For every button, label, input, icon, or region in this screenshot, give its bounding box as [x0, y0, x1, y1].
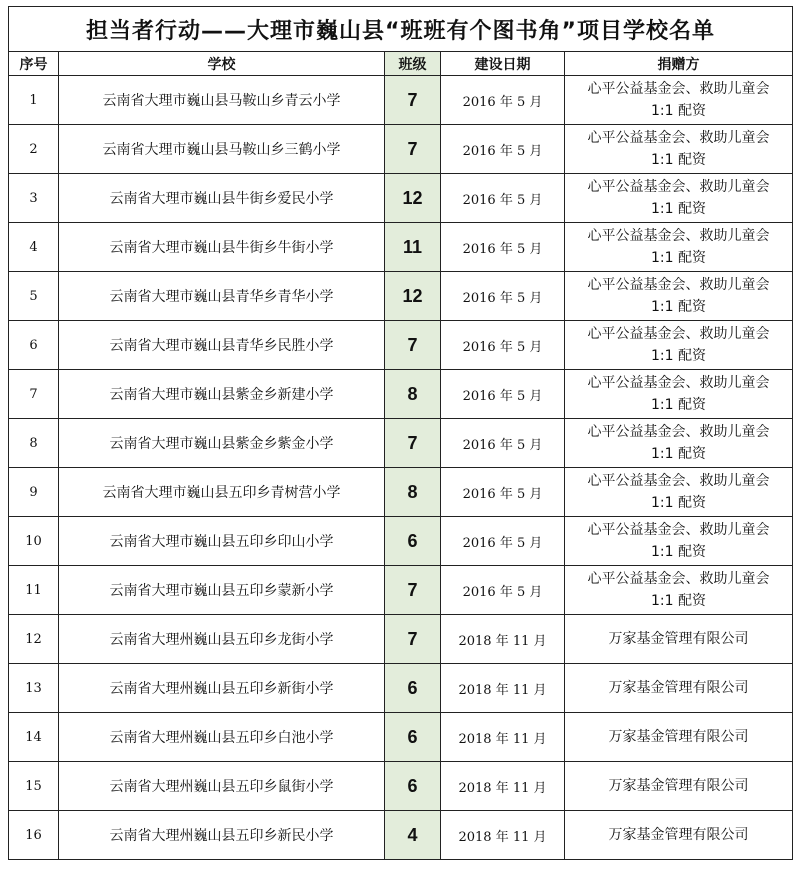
row-donor	[565, 125, 793, 174]
row-school: 云南省大理市巍山县五印乡青树营小学	[59, 468, 385, 517]
row-school: 云南省大理市巍山县马鞍山乡三鹤小学	[59, 125, 385, 174]
donor-line-1: 万家基金管理有限公司	[608, 680, 749, 696]
donor-line-1: 心平公益基金会、救助儿童会	[587, 424, 770, 440]
donor-line-1: 心平公益基金会、救助儿童会	[587, 81, 770, 97]
row-date: 2018 年 11 月	[441, 713, 565, 762]
row-donor	[565, 811, 793, 860]
donor-line-1: 心平公益基金会、救助儿童会	[587, 130, 770, 146]
row-index: 4	[9, 223, 59, 272]
row-index: 1	[9, 76, 59, 125]
donor-line-1: 心平公益基金会、救助儿童会	[587, 375, 770, 391]
row-classes: 7	[385, 76, 441, 125]
row-school: 云南省大理市巍山县紫金乡新建小学	[59, 370, 385, 419]
donor-line-1: 心平公益基金会、救助儿童会	[587, 228, 770, 244]
row-date: 2018 年 11 月	[441, 811, 565, 860]
table-row	[9, 468, 793, 517]
row-index: 12	[9, 615, 59, 664]
table-body	[9, 76, 793, 860]
row-school: 云南省大理市巍山县五印乡蒙新小学	[59, 566, 385, 615]
donor-line-2: 1:1 配资	[651, 446, 706, 462]
table-title: 担当者行动——大理市巍山县“班班有个图书角”项目学校名单	[9, 7, 793, 52]
row-school: 云南省大理市巍山县马鞍山乡青云小学	[59, 76, 385, 125]
row-school: 云南省大理市巍山县五印乡印山小学	[59, 517, 385, 566]
row-date: 2016 年 5 月	[441, 76, 565, 125]
row-index: 13	[9, 664, 59, 713]
donor-line-2: 1:1 配资	[651, 544, 706, 560]
donor-line-2: 1:1 配资	[651, 201, 706, 217]
row-index: 2	[9, 125, 59, 174]
row-school: 云南省大理州巍山县五印乡鼠街小学	[59, 762, 385, 811]
row-index: 11	[9, 566, 59, 615]
donor-line-1: 心平公益基金会、救助儿童会	[587, 571, 770, 587]
header-index: 序号	[9, 52, 59, 76]
row-donor	[565, 468, 793, 517]
row-donor	[565, 223, 793, 272]
donor-line-2: 1:1 配资	[651, 348, 706, 364]
donor-line-2: 1:1 配资	[651, 495, 706, 511]
donor-line-2: 1:1 配资	[651, 250, 706, 266]
row-donor	[565, 664, 793, 713]
donor-line-1: 万家基金管理有限公司	[608, 631, 749, 647]
table-row	[9, 615, 793, 664]
table-row	[9, 223, 793, 272]
row-classes: 11	[385, 223, 441, 272]
table-row	[9, 419, 793, 468]
table-row	[9, 566, 793, 615]
row-date: 2016 年 5 月	[441, 468, 565, 517]
row-date: 2016 年 5 月	[441, 272, 565, 321]
table-row	[9, 272, 793, 321]
row-index: 9	[9, 468, 59, 517]
row-classes: 7	[385, 615, 441, 664]
row-classes: 8	[385, 468, 441, 517]
row-donor	[565, 615, 793, 664]
row-classes: 7	[385, 419, 441, 468]
table-row	[9, 370, 793, 419]
table-row	[9, 811, 793, 860]
row-classes: 6	[385, 762, 441, 811]
row-index: 14	[9, 713, 59, 762]
row-school: 云南省大理州巍山县五印乡新民小学	[59, 811, 385, 860]
donor-line-2: 1:1 配资	[651, 299, 706, 315]
row-date: 2016 年 5 月	[441, 517, 565, 566]
donor-line-2: 1:1 配资	[651, 593, 706, 609]
row-date: 2018 年 11 月	[441, 664, 565, 713]
row-classes: 8	[385, 370, 441, 419]
row-donor	[565, 517, 793, 566]
row-index: 5	[9, 272, 59, 321]
school-list-sheet	[8, 6, 792, 860]
row-school: 云南省大理州巍山县五印乡白池小学	[59, 713, 385, 762]
row-classes: 6	[385, 517, 441, 566]
donor-line-1: 心平公益基金会、救助儿童会	[587, 277, 770, 293]
row-school: 云南省大理市巍山县青华乡民胜小学	[59, 321, 385, 370]
row-date: 2016 年 5 月	[441, 321, 565, 370]
row-classes: 6	[385, 713, 441, 762]
row-date: 2016 年 5 月	[441, 566, 565, 615]
row-date: 2016 年 5 月	[441, 370, 565, 419]
row-donor	[565, 713, 793, 762]
row-donor	[565, 321, 793, 370]
row-school: 云南省大理州巍山县五印乡龙街小学	[59, 615, 385, 664]
row-classes: 7	[385, 566, 441, 615]
table-row	[9, 174, 793, 223]
donor-line-2: 1:1 配资	[651, 152, 706, 168]
row-date: 2016 年 5 月	[441, 223, 565, 272]
row-classes: 4	[385, 811, 441, 860]
row-donor	[565, 370, 793, 419]
donor-line-2: 1:1 配资	[651, 397, 706, 413]
row-index: 15	[9, 762, 59, 811]
donor-line-1: 万家基金管理有限公司	[608, 827, 749, 843]
header-school: 学校	[59, 52, 385, 76]
row-index: 3	[9, 174, 59, 223]
donor-line-1: 心平公益基金会、救助儿童会	[587, 473, 770, 489]
row-donor	[565, 272, 793, 321]
donor-line-1: 万家基金管理有限公司	[608, 778, 749, 794]
row-classes: 7	[385, 321, 441, 370]
row-index: 16	[9, 811, 59, 860]
donor-line-2: 1:1 配资	[651, 103, 706, 119]
table-row	[9, 762, 793, 811]
table-row	[9, 321, 793, 370]
row-index: 8	[9, 419, 59, 468]
row-classes: 7	[385, 125, 441, 174]
row-school: 云南省大理市巍山县牛街乡牛街小学	[59, 223, 385, 272]
row-donor	[565, 174, 793, 223]
row-date: 2018 年 11 月	[441, 615, 565, 664]
row-index: 7	[9, 370, 59, 419]
table-row	[9, 664, 793, 713]
header-date: 建设日期	[441, 52, 565, 76]
header-donor: 捐赠方	[565, 52, 793, 76]
row-donor	[565, 76, 793, 125]
row-donor	[565, 419, 793, 468]
donor-line-1: 心平公益基金会、救助儿童会	[587, 179, 770, 195]
row-school: 云南省大理市巍山县青华乡青华小学	[59, 272, 385, 321]
row-index: 10	[9, 517, 59, 566]
row-school: 云南省大理市巍山县紫金乡紫金小学	[59, 419, 385, 468]
row-date: 2016 年 5 月	[441, 419, 565, 468]
row-date: 2016 年 5 月	[441, 125, 565, 174]
table-row	[9, 713, 793, 762]
header-row	[9, 52, 793, 76]
row-classes: 12	[385, 272, 441, 321]
row-date: 2018 年 11 月	[441, 762, 565, 811]
row-date: 2016 年 5 月	[441, 174, 565, 223]
donor-line-1: 万家基金管理有限公司	[608, 729, 749, 745]
school-list-table	[8, 6, 793, 860]
table-row	[9, 125, 793, 174]
table-row	[9, 76, 793, 125]
header-classes: 班级	[385, 52, 441, 76]
donor-line-1: 心平公益基金会、救助儿童会	[587, 326, 770, 342]
row-classes: 6	[385, 664, 441, 713]
row-school: 云南省大理市巍山县牛街乡爱民小学	[59, 174, 385, 223]
row-school: 云南省大理州巍山县五印乡新街小学	[59, 664, 385, 713]
row-index: 6	[9, 321, 59, 370]
table-row	[9, 517, 793, 566]
row-classes: 12	[385, 174, 441, 223]
row-donor	[565, 762, 793, 811]
donor-line-1: 心平公益基金会、救助儿童会	[587, 522, 770, 538]
row-donor	[565, 566, 793, 615]
